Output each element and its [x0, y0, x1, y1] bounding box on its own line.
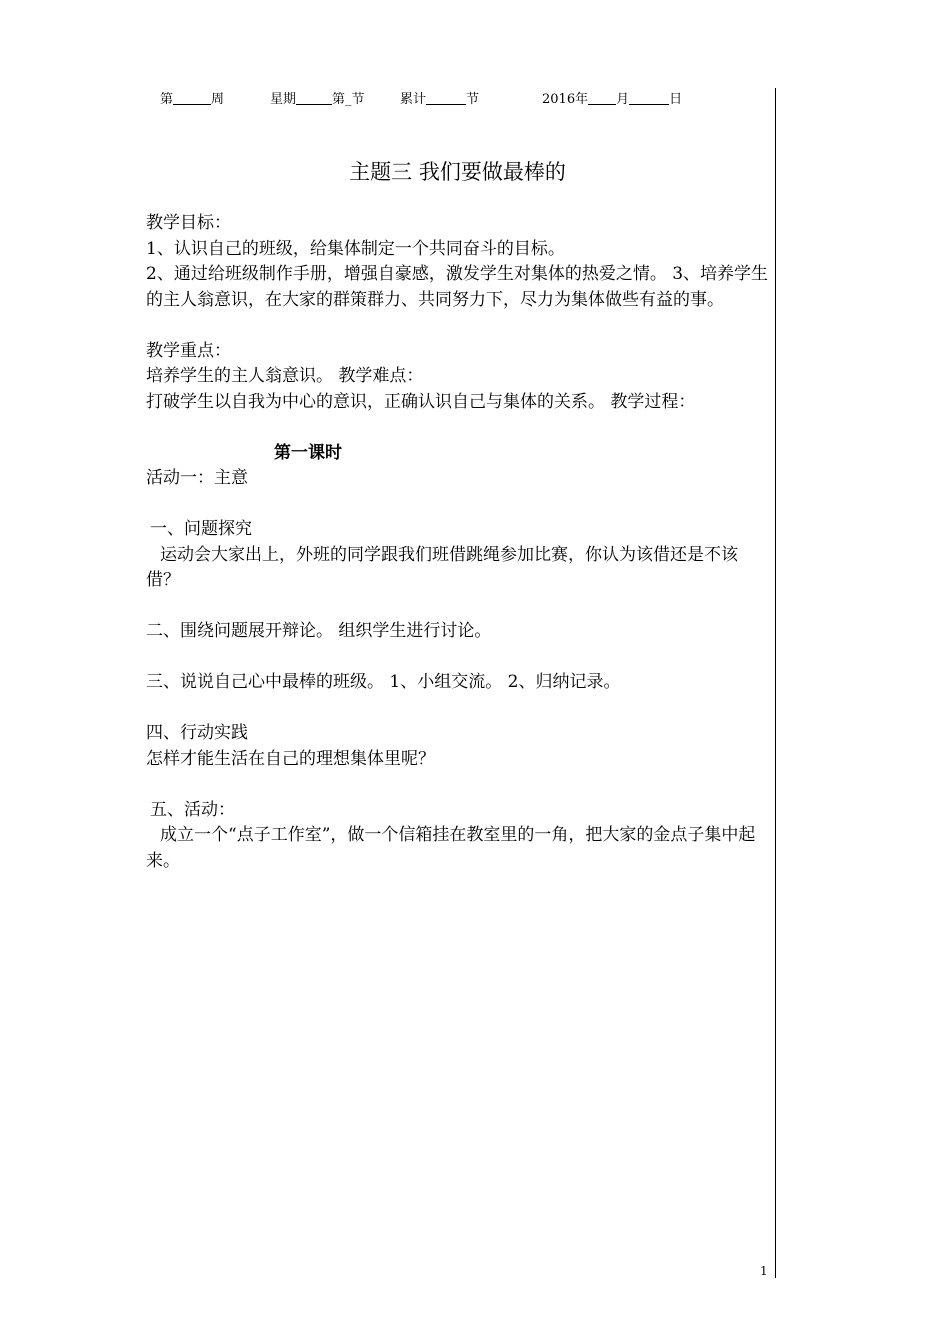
month-blank [588, 90, 616, 105]
section-5-heading: 五、活动： [150, 799, 235, 820]
page-margin-line [775, 88, 776, 1278]
document-body [146, 211, 771, 874]
key-point-line: 培养学生的主人翁意识。 教学难点： [146, 366, 424, 386]
week-prefix: 第 [160, 92, 174, 107]
date-year: 2016年 [542, 92, 589, 107]
header-accumulated [400, 88, 479, 107]
section-3: 三、说说自己心中最棒的班级。 1、小组交流。 2、归纳记录。 [146, 672, 621, 692]
goal-items-2-3: 2、通过给班级制作手册，增强自豪感，激发学生对集体的热爱之情。 3、培养学生的主人翁意识，在大家的群策群力、共同努力下，尽力为集体做些有益的事。 [146, 264, 769, 310]
date-month: 月 [616, 92, 630, 107]
period-suffix: 节 [351, 92, 365, 107]
header-weekday [270, 88, 365, 107]
section-1-heading: 一、问题探究 [150, 519, 252, 539]
section-2: 二、围绕问题展开辩论。 组织学生进行讨论。 [146, 621, 492, 641]
weekday-blank [296, 90, 332, 105]
section-5-text-content: 成立一个“点子工作室”，做一个信箱挂在教室里的一角，把大家的金点子集中起来。 [146, 825, 756, 871]
accum-suffix: 节 [466, 92, 480, 107]
accum-prefix: 累计 [400, 92, 427, 107]
key-points-heading: 教学重点： [146, 340, 231, 361]
section-1-text [146, 543, 771, 594]
section-5-text [146, 823, 771, 874]
difficulty-line: 打破学生以自我为中心的意识，正确认识自己与集体的关系。 教学过程： [146, 391, 696, 412]
section-1-text-content: 运动会大家出上，外班的同学跟我们班借跳绳参加比赛，你认为该借还是不该借？ [146, 544, 738, 590]
day-blank [629, 90, 669, 105]
activity-one: 活动一：主意 [146, 468, 248, 488]
header-date [542, 88, 682, 107]
goal-item-1: 1、认识自己的班级，给集体制定一个共同奋斗的目标。 [146, 238, 565, 259]
section-4-text: 怎样才能生活在自己的理想集体里呢？ [146, 748, 435, 769]
section-4-heading: 四、行动实践 [146, 723, 248, 743]
goals-heading: 教学目标： [146, 213, 231, 233]
weekday-prefix: 星期 [270, 92, 297, 107]
page-title: 主题三 我们要做最棒的 [349, 160, 566, 184]
week-suffix: 周 [211, 92, 225, 107]
period-prefix: 第_ [332, 92, 352, 107]
header-week [160, 88, 224, 107]
date-day: 日 [669, 92, 683, 107]
accum-blank [426, 90, 466, 105]
lesson-title: 第一课时 [274, 442, 342, 463]
page-number: 1 [760, 1264, 768, 1278]
week-blank [173, 90, 211, 105]
